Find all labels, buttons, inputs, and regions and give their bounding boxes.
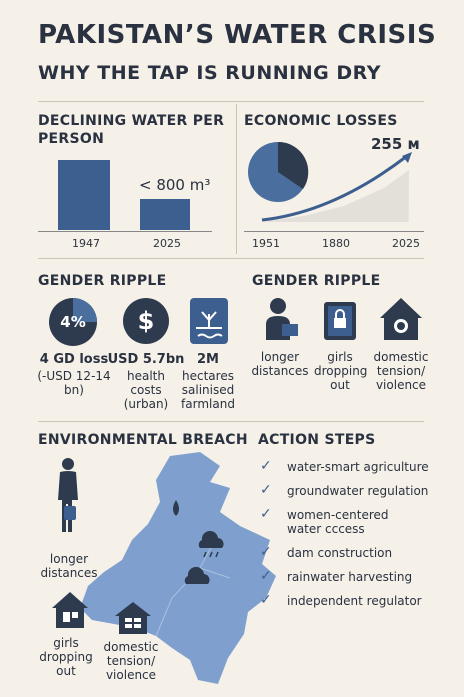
action-item: women-centered water cccess: [287, 508, 389, 536]
gender-ripple-heading-right: GENDER RIPPLE: [252, 273, 381, 289]
woman-carrying-water-icon: [50, 456, 86, 536]
env-label-longer-distances: longer distances: [40, 552, 98, 580]
house-icon: [378, 296, 424, 342]
page-title: PAKISTAN’S WATER CRISIS: [38, 20, 437, 50]
divider: [38, 421, 424, 422]
tick-label: 1947: [72, 237, 100, 250]
check-icon: ✓: [260, 482, 272, 498]
tick-label: 1951: [252, 237, 280, 250]
env-label-domestic-tension: domestic tension/ violence: [103, 640, 159, 682]
arrow-head: [402, 152, 412, 163]
gender-ripple-heading: GENDER RIPPLE: [38, 273, 167, 289]
school-house-icon: [50, 590, 90, 630]
check-icon: ✓: [260, 458, 272, 474]
stat-health-sub: health costs (urban): [123, 369, 169, 411]
bar-2025: [140, 199, 190, 230]
label-domestic-tension: domestic tension/ violence: [373, 350, 429, 392]
stat-gdp-loss: 4 GD loss: [39, 352, 109, 367]
environmental-breach-heading: ENVIRONMENTAL BREACH: [38, 432, 248, 448]
home-icon: [113, 600, 153, 636]
economic-losses-heading: ECONOMIC LOSSES: [244, 113, 398, 129]
column-divider: [236, 104, 237, 254]
x-axis: [244, 231, 424, 232]
action-item: water-smart agriculture: [287, 460, 429, 474]
label-girls-dropping-out: girls dropping out: [314, 350, 368, 392]
x-axis: [38, 231, 212, 232]
person-icon: [260, 296, 302, 342]
percent-icon: 4%: [49, 298, 97, 346]
loss-value: 255 м: [371, 135, 420, 153]
check-icon: ✓: [260, 506, 272, 522]
label-longer-distances: longer distances: [251, 350, 309, 378]
tick-label: 1880: [322, 237, 350, 250]
check-icon: ✓: [260, 544, 272, 560]
action-steps-heading: ACTION STEPS: [258, 432, 376, 448]
stat-farmland: 2M: [197, 352, 219, 367]
env-label-girls-dropping-out: girls dropping out: [39, 636, 93, 678]
divider: [38, 258, 424, 259]
action-item: dam construction: [287, 546, 393, 560]
page-subtitle: WHY THE TAP IS RUNNING DRY: [38, 62, 381, 84]
check-icon: ✓: [260, 592, 272, 608]
tick-label: 2025: [153, 237, 181, 250]
water-per-person-heading: DECLINING WATER PER PERSON: [38, 113, 225, 147]
lock-book-icon: [322, 300, 358, 342]
stat-health: USD 5.7bn: [107, 352, 185, 367]
dollar-icon: $: [123, 298, 169, 344]
stat-gdp-loss-sub: (-USD 12-14 bn): [37, 369, 111, 397]
tick-label: 2025: [392, 237, 420, 250]
action-item: rainwater harvesting: [287, 570, 413, 584]
check-icon: ✓: [260, 568, 272, 584]
action-item: independent regulator: [287, 594, 422, 608]
action-item: groundwater regulation: [287, 484, 429, 498]
bar-1947: [58, 160, 110, 230]
divider: [38, 101, 424, 102]
stat-farmland-sub: hectares salinised farmland: [181, 369, 235, 411]
farmland-icon: [190, 298, 228, 344]
value-label: < 800 m³: [139, 176, 211, 194]
